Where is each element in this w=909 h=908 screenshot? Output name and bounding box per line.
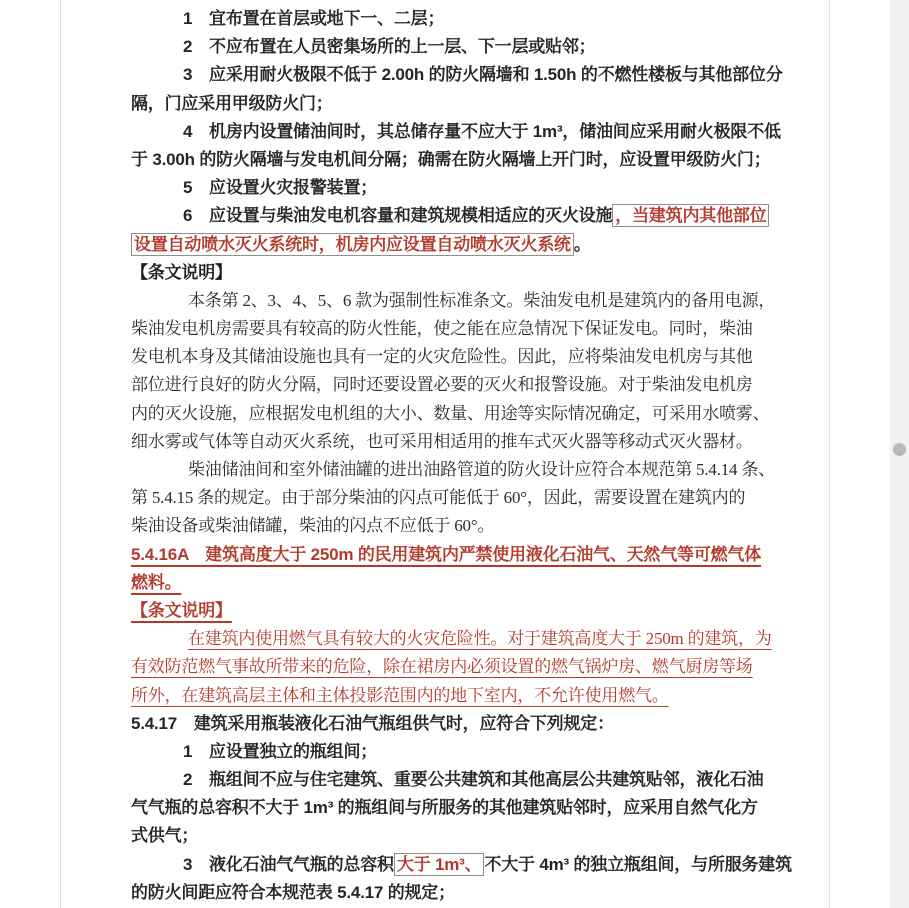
text-line	[131, 287, 776, 315]
text-line	[131, 174, 776, 202]
clause-text: 不大于 4m³ 的独立瓶组间，与所服务建筑	[484, 854, 792, 874]
clause-text: 6 应设置与柴油发电机容量和建筑规模相适应的灭火设施	[183, 206, 613, 226]
revision-underlined-text: 在建筑内使用燃气具有较大的火灾危险性。对于建筑高度大于 250m 的建筑，为	[188, 629, 772, 649]
clause-text: 1 宜布置在首层或地下一、二层；	[183, 9, 445, 28]
revision-heading-text: 5.4.16A 建筑高度大于 250m 的民用建筑内严禁使用液化石油气、天然气等可燃气体	[131, 544, 762, 564]
text-line	[131, 5, 776, 33]
text-line	[131, 315, 776, 343]
clause-text: 隔，门应采用甲级防火门；	[131, 93, 333, 113]
clause-text: 4 机房内设置储油间时，其总储存量不应大于 1m³，储油间应采用耐火极限不低	[183, 121, 781, 141]
scrollbar-thumb[interactable]	[893, 443, 906, 456]
page-text-block	[131, 5, 792, 907]
explanation-text: 内的灭火设施，应根据发电机组的大小、数量、用途等实际情况确定，可采用水喷雾、	[131, 403, 770, 423]
text-line	[131, 597, 776, 625]
text-line	[131, 90, 776, 118]
clause-text: 5.4.17 建筑采用瓶装液化石油气瓶组供气时，应符合下列规定：	[131, 713, 614, 733]
revision-heading-text: 【条文说明】	[131, 600, 232, 620]
text-line	[131, 822, 776, 850]
text-line	[131, 259, 776, 287]
text-line	[131, 400, 776, 428]
revision-underlined-text: 有效防范燃气事故所带来的危险，除在裙房内必须设置的燃气锅炉房、燃气厨房等场	[131, 657, 753, 677]
explanation-text: 本条第 2、3、4、5、6 款为强制性标准条文。柴油发电机是建筑内的备用电源，	[188, 290, 776, 310]
text-line	[131, 343, 776, 371]
revision-boxed-text: ，当建筑内其他部位	[612, 204, 769, 227]
section-note-heading: 【条文说明】	[131, 262, 232, 282]
explanation-text: 细水雾或气体等自动灭火系统，也可采用相适用的推车式灭火器等移动式灭火器材。	[131, 431, 753, 451]
clause-text: 5 应设置火灾报警装置；	[183, 178, 378, 198]
explanation-text: 柴油设备或柴油储罐，柴油的闪点不应低于 60°。	[131, 516, 495, 536]
clause-text: 。	[573, 234, 591, 254]
text-line	[131, 625, 776, 653]
text-line	[131, 766, 776, 794]
text-line	[131, 202, 776, 230]
clause-text: 3 应采用耐火极限不低于 2.00h 的防火隔墙和 1.50h 的不燃性楼板与其他部位分	[183, 65, 783, 85]
text-line	[131, 61, 783, 89]
revision-boxed-text: 设置自动喷水灭火系统时，机房内应设置自动喷水灭火系统	[131, 233, 574, 256]
clause-text: 气气瓶的总容积不大于 1m³ 的瓶组间与所服务的其他建筑贴邻时，应采用自然气化方	[131, 798, 758, 818]
text-line	[131, 682, 776, 710]
explanation-text: 柴油储油间和室外储油罐的进出油路管道的防火设计应符合本规范第 5.4.14 条、	[188, 460, 775, 479]
revision-heading-text: 燃料。	[131, 572, 182, 592]
text-line	[131, 738, 776, 766]
text-line	[131, 569, 776, 597]
text-line	[131, 118, 781, 146]
text-line	[131, 541, 776, 569]
text-line	[131, 710, 776, 738]
clause-text: 于 3.00h 的防火隔墙与发电机间分隔；确需在防火隔墙上开门时，应设置甲级防火门；	[131, 149, 771, 169]
text-line	[131, 231, 776, 259]
clause-text: 的防火间距应符合本规范表 5.4.17 的规定；	[131, 882, 455, 902]
document-page	[60, 0, 830, 908]
clause-text: 2 不应布置在人员密集场所的上一层、下一层或贴邻；	[183, 37, 596, 57]
text-line	[131, 851, 792, 879]
text-line	[131, 146, 776, 174]
text-line	[131, 33, 776, 61]
text-line	[131, 794, 776, 822]
text-line	[131, 456, 776, 484]
explanation-text: 部位进行良好的防火分隔，同时还要设置必要的灭火和报警设施。对于柴油发电机房	[131, 375, 753, 395]
text-line	[131, 879, 776, 907]
clause-text: 3 液化石油气气瓶的总容积	[183, 854, 394, 874]
clause-text: 1 应设置独立的瓶组间；	[183, 741, 378, 761]
clause-text: 2 瓶组间不应与住宅建筑、重要公共建筑和其他高层公共建筑贴邻，液化石油	[183, 770, 764, 790]
text-line	[131, 653, 776, 681]
text-line	[131, 428, 776, 456]
explanation-text: 柴油发电机房需要具有较高的防火性能，使之能在应急情况下保证发电。同时，柴油	[131, 319, 753, 339]
text-line	[131, 512, 776, 540]
explanation-text: 发电机本身及其储油设施也具有一定的火灾危险性。因此，应将柴油发电机房与其他	[131, 347, 753, 367]
revision-boxed-text: 大于 1m³、	[394, 853, 485, 876]
text-line	[131, 371, 776, 399]
clause-text: 式供气；	[131, 826, 199, 846]
explanation-text: 第 5.4.15 条的规定。由于部分柴油的闪点可能低于 60°，因此，需要设置在建筑内的	[131, 488, 746, 508]
text-line	[131, 484, 776, 512]
revision-underlined-text: 所外，在建筑高层主体和主体投影范围内的地下室内，不允许使用燃气。	[131, 685, 669, 705]
